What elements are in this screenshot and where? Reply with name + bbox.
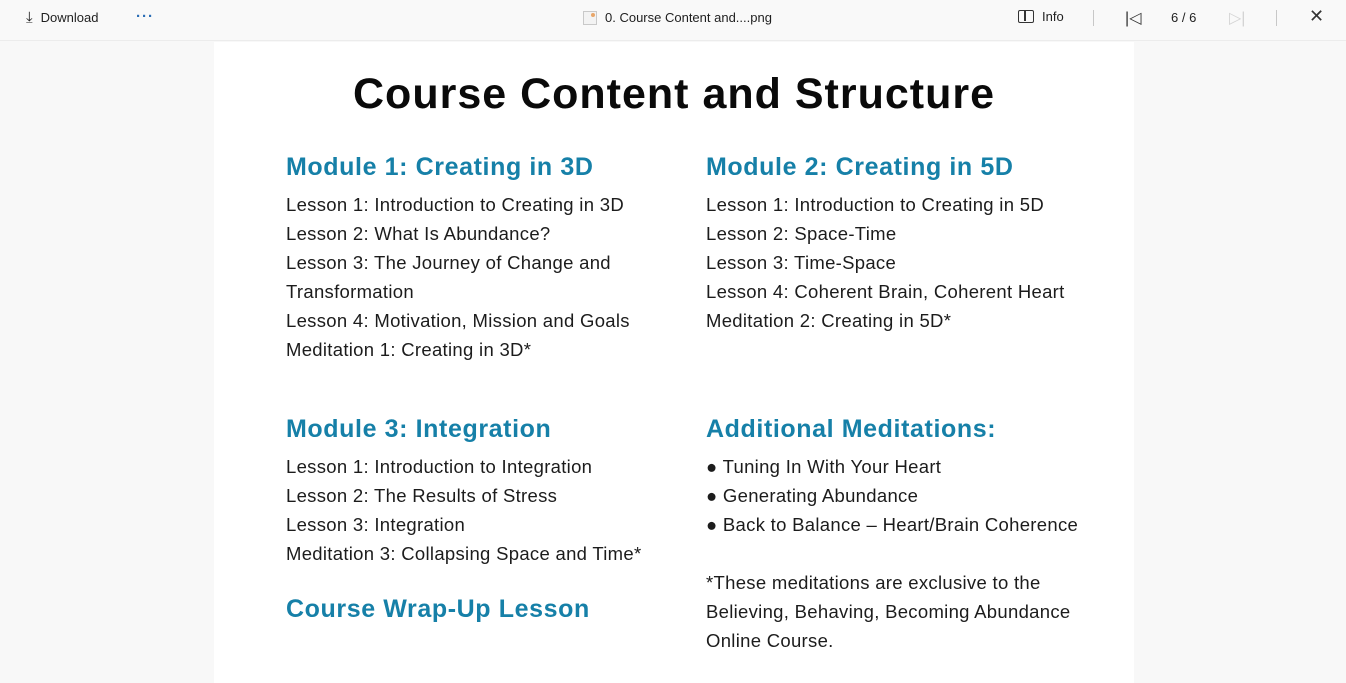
note-line: Believing, Behaving, Becoming Abundance — [706, 601, 1071, 622]
lesson-item: Lesson 2: What Is Abundance? — [286, 223, 551, 244]
close-icon: ✕ — [1309, 6, 1325, 26]
lesson-item: Lesson 2: The Results of Stress — [286, 485, 558, 506]
note-line: Online Course. — [706, 630, 834, 651]
toolbar-divider — [1093, 10, 1094, 26]
info-button[interactable] — [1018, 9, 1064, 24]
viewer-toolbar — [0, 0, 1346, 41]
module-3-section — [286, 412, 641, 568]
more-options-button[interactable] — [136, 8, 154, 25]
download-label: Download — [40, 10, 99, 25]
lesson-item: Transformation — [286, 281, 414, 302]
file-title — [583, 10, 772, 25]
document-image — [214, 42, 1134, 683]
lesson-item: Lesson 1: Introduction to Creating in 5D — [706, 194, 1044, 215]
lesson-item: Lesson 4: Coherent Brain, Coherent Heart — [706, 281, 1065, 302]
skip-previous-icon: |◁ — [1125, 10, 1142, 27]
download-button[interactable] — [26, 9, 98, 26]
bullet-item: ● Back to Balance – Heart/Brain Coherence — [706, 514, 1079, 535]
first-page-button[interactable] — [1125, 8, 1141, 28]
page-indicator: 6 / 6 — [1171, 10, 1197, 25]
lesson-item: Lesson 3: The Journey of Change and — [286, 252, 611, 273]
wrap-up-section — [286, 592, 590, 626]
skip-next-icon: ▷| — [1229, 10, 1246, 27]
meditation-item: Meditation 1: Creating in 3D* — [286, 339, 532, 360]
wrap-up-heading: Course Wrap-Up Lesson — [286, 595, 590, 623]
module-heading: Module 1: Creating in 3D — [286, 153, 594, 181]
toolbar-divider — [1276, 10, 1277, 26]
exclusive-note — [706, 568, 1078, 655]
info-label: Info — [1042, 9, 1064, 24]
meditation-item: Meditation 2: Creating in 5D* — [706, 310, 952, 331]
lesson-item: Lesson 1: Introduction to Integration — [286, 456, 593, 477]
bullet-item: ● Tuning In With Your Heart — [706, 456, 942, 477]
lesson-item: Lesson 1: Introduction to Creating in 3D — [286, 194, 624, 215]
meditation-item: Meditation 3: Collapsing Space and Time* — [286, 543, 642, 564]
lesson-item: Lesson 3: Integration — [286, 514, 466, 535]
file-name: 0. Course Content and....png — [605, 10, 772, 25]
additional-meditations-section — [706, 412, 1078, 655]
more-icon: ··· — [136, 8, 154, 25]
image-file-icon — [583, 11, 597, 25]
module-2-section — [706, 150, 1065, 335]
info-panel-icon — [1018, 10, 1034, 23]
lesson-item: Lesson 3: Time-Space — [706, 252, 897, 273]
note-line: *These meditations are exclusive to the — [706, 572, 1041, 593]
download-icon: ⤓ — [26, 9, 33, 26]
lesson-item: Lesson 2: Space-Time — [706, 223, 897, 244]
module-1-section — [286, 150, 630, 364]
additional-heading: Additional Meditations: — [706, 415, 997, 443]
close-button[interactable] — [1309, 6, 1324, 27]
module-heading: Module 3: Integration — [286, 415, 552, 443]
page-title: Course Content and Structure — [353, 70, 995, 118]
lesson-item: Lesson 4: Motivation, Mission and Goals — [286, 310, 630, 331]
module-heading: Module 2: Creating in 5D — [706, 153, 1014, 181]
last-page-button[interactable] — [1229, 8, 1245, 28]
bullet-item: ● Generating Abundance — [706, 485, 919, 506]
